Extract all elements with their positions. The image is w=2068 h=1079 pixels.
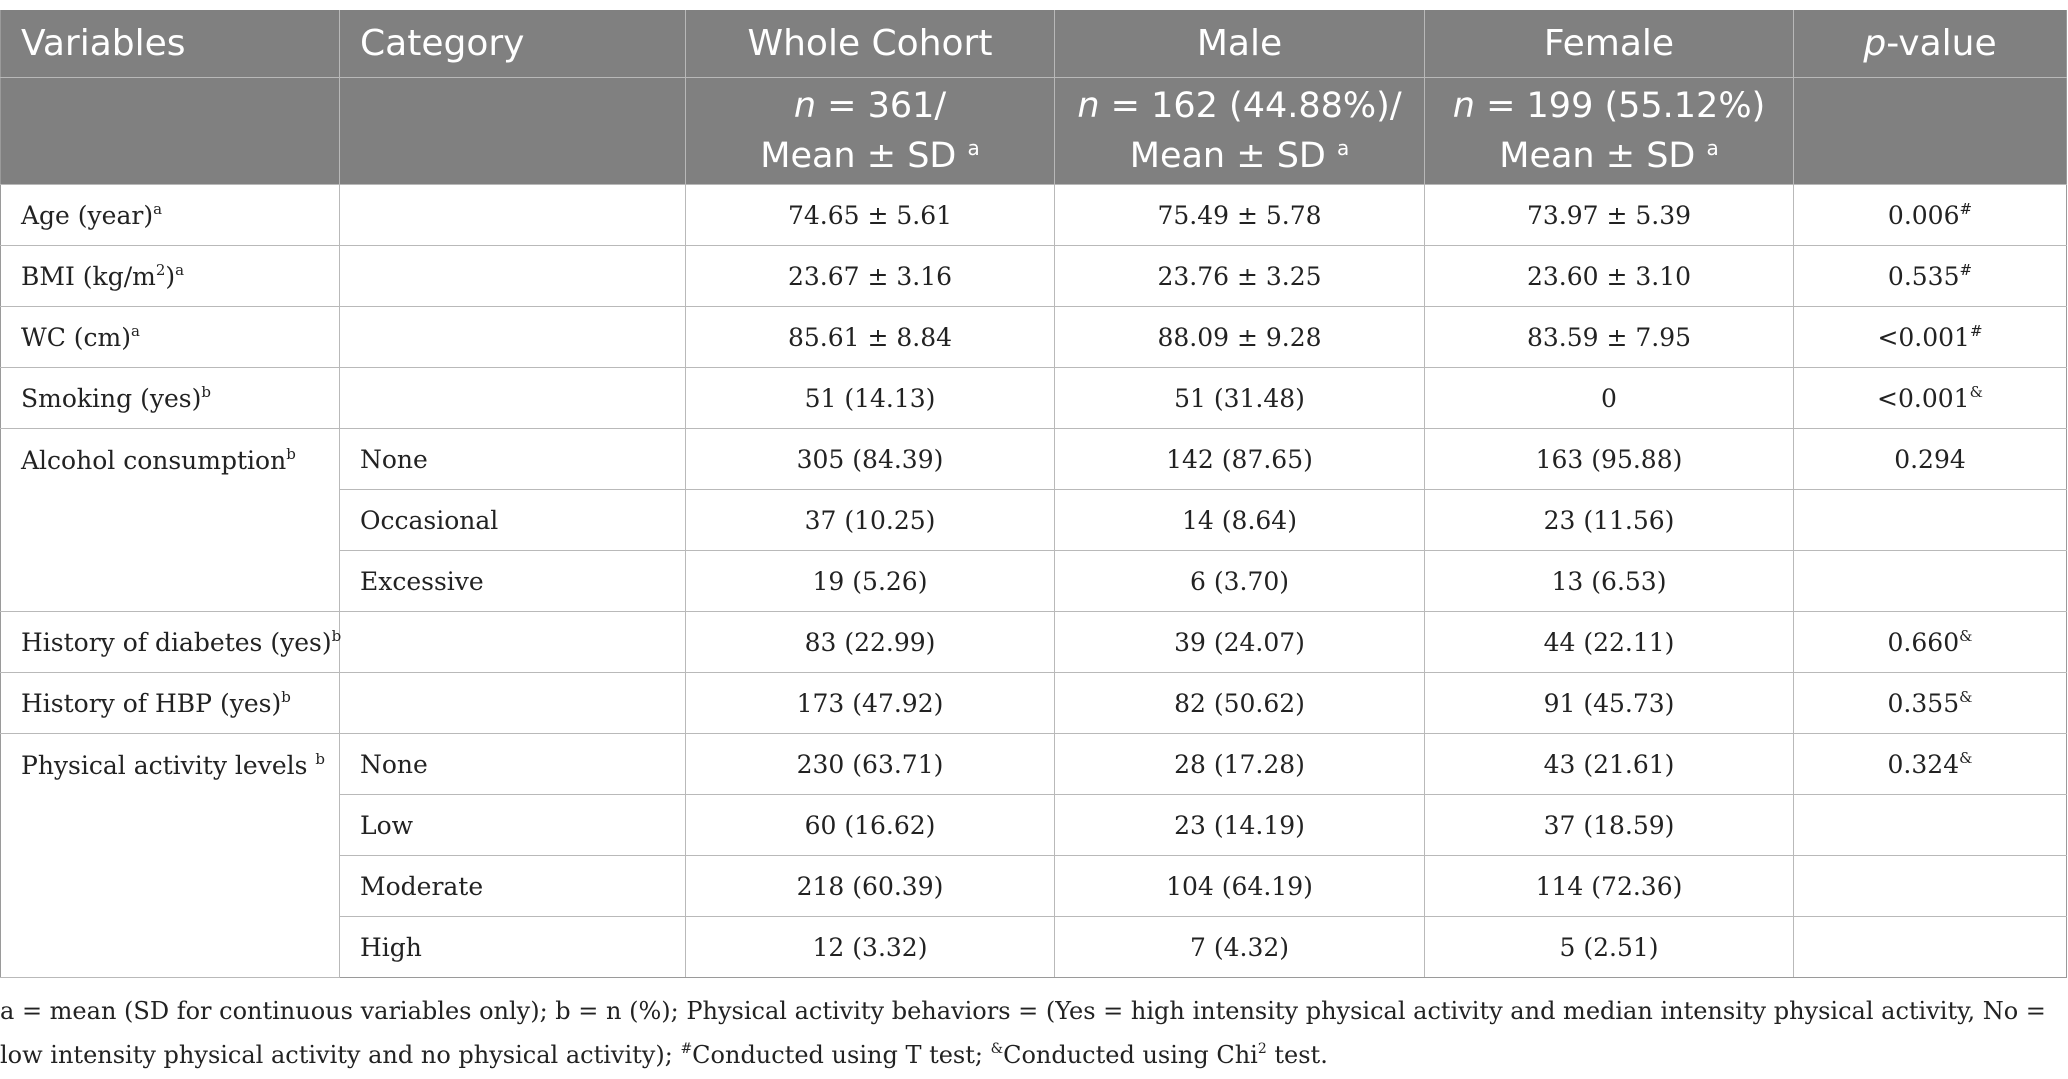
- male-cell: 7 (4.32): [1055, 917, 1425, 978]
- header-category-sub: [340, 78, 686, 185]
- p-value-cell: 0.324&: [1794, 734, 2067, 795]
- female-cell: 163 (95.88): [1425, 429, 1794, 490]
- whole-cell: 85.61 ± 8.84: [686, 307, 1055, 368]
- table-row: [1, 612, 2067, 673]
- table-row: [1, 368, 2067, 429]
- male-cell: 23 (14.19): [1055, 795, 1425, 856]
- category-cell: Excessive: [340, 551, 686, 612]
- male-cell: 23.76 ± 3.25: [1055, 246, 1425, 307]
- female-cell: 37 (18.59): [1425, 795, 1794, 856]
- p-value-cell: 0.355&: [1794, 673, 2067, 734]
- whole-cell: 37 (10.25): [686, 490, 1055, 551]
- whole-cell: 83 (22.99): [686, 612, 1055, 673]
- header-whole-cohort: Whole Cohort: [686, 10, 1055, 78]
- whole-cell: 19 (5.26): [686, 551, 1055, 612]
- category-cell: Moderate: [340, 856, 686, 917]
- male-cell: 104 (64.19): [1055, 856, 1425, 917]
- variable-cell: WC (cm)$^a$: [1, 307, 340, 368]
- male-cell: 28 (17.28): [1055, 734, 1425, 795]
- header-p-sub: [1794, 78, 2067, 185]
- variable-cell: History of diabetes (yes)$^b$: [1, 612, 340, 673]
- header-male-n: n = 162 (44.88%)/ Mean ± SD $^a$: [1055, 78, 1425, 185]
- variable-cell: Alcohol consumption$^b$: [1, 429, 340, 612]
- male-cell: 51 (31.48): [1055, 368, 1425, 429]
- variable-cell: Age (year)$^a$: [1, 185, 340, 246]
- category-cell: Low: [340, 795, 686, 856]
- whole-cell: 23.67 ± 3.16: [686, 246, 1055, 307]
- category-cell: [340, 612, 686, 673]
- header-category: Category: [340, 10, 686, 78]
- whole-cell: 60 (16.62): [686, 795, 1055, 856]
- female-cell: 44 (22.11): [1425, 612, 1794, 673]
- whole-cell: 74.65 ± 5.61: [686, 185, 1055, 246]
- header-variables-sub: [1, 78, 340, 185]
- whole-cell: 173 (47.92): [686, 673, 1055, 734]
- header-p-value: p-value: [1794, 10, 2067, 78]
- table-row: [1, 429, 2067, 490]
- category-cell: High: [340, 917, 686, 978]
- female-cell: 23 (11.56): [1425, 490, 1794, 551]
- table-row: [1, 673, 2067, 734]
- male-cell: 6 (3.70): [1055, 551, 1425, 612]
- male-cell: 14 (8.64): [1055, 490, 1425, 551]
- table-header: [1, 10, 2067, 185]
- category-cell: [340, 307, 686, 368]
- table-row: [1, 246, 2067, 307]
- variable-cell: History of HBP (yes)$^b$: [1, 673, 340, 734]
- category-cell: [340, 673, 686, 734]
- table-body: [1, 185, 2067, 978]
- table-row: [1, 307, 2067, 368]
- variable-cell: Physical activity levels $^b$: [1, 734, 340, 978]
- header-female-n: n = 199 (55.12%) Mean ± SD $^a$: [1425, 78, 1794, 185]
- p-value-cell: [1794, 551, 2067, 612]
- female-cell: 91 (45.73): [1425, 673, 1794, 734]
- p-value-cell: [1794, 856, 2067, 917]
- table-footnote: a = mean (SD for continuous variables only); b = n (%); Physical activity behaviors = (Yes = high intensity physical activity and median intensity physical activity, No = low intensity physical activity and no physical activity); #Conducted using T test; &Conducted using Chi$^2$ test.: [0, 997, 2046, 1069]
- female-cell: 114 (72.36): [1425, 856, 1794, 917]
- header-variables: Variables: [1, 10, 340, 78]
- header-male: Male: [1055, 10, 1425, 78]
- p-value-cell: 0.535#: [1794, 246, 2067, 307]
- category-cell: None: [340, 429, 686, 490]
- category-cell: None: [340, 734, 686, 795]
- p-value-cell: [1794, 917, 2067, 978]
- whole-cell: 305 (84.39): [686, 429, 1055, 490]
- male-cell: 142 (87.65): [1055, 429, 1425, 490]
- p-value-cell: [1794, 490, 2067, 551]
- table-row: [1, 185, 2067, 246]
- female-cell: 23.60 ± 3.10: [1425, 246, 1794, 307]
- male-cell: 82 (50.62): [1055, 673, 1425, 734]
- category-cell: [340, 246, 686, 307]
- whole-cell: 51 (14.13): [686, 368, 1055, 429]
- variable-cell: BMI $(kg/m^2)^a$: [1, 246, 340, 307]
- p-value-cell: <0.001&: [1794, 368, 2067, 429]
- header-female: Female: [1425, 10, 1794, 78]
- female-cell: 83.59 ± 7.95: [1425, 307, 1794, 368]
- female-cell: 5 (2.51): [1425, 917, 1794, 978]
- table-row: [1, 734, 2067, 795]
- male-cell: 88.09 ± 9.28: [1055, 307, 1425, 368]
- female-cell: 13 (6.53): [1425, 551, 1794, 612]
- p-value-cell: <0.001#: [1794, 307, 2067, 368]
- p-value-cell: [1794, 795, 2067, 856]
- female-cell: 73.97 ± 5.39: [1425, 185, 1794, 246]
- whole-cell: 230 (63.71): [686, 734, 1055, 795]
- female-cell: 43 (21.61): [1425, 734, 1794, 795]
- variable-cell: Smoking (yes)$^b$: [1, 368, 340, 429]
- female-cell: 0: [1425, 368, 1794, 429]
- p-value-cell: 0.006#: [1794, 185, 2067, 246]
- whole-cell: 12 (3.32): [686, 917, 1055, 978]
- male-cell: 39 (24.07): [1055, 612, 1425, 673]
- p-value-cell: 0.660&: [1794, 612, 2067, 673]
- header-whole-n: n = 361/ Mean ± SD $^a$: [686, 78, 1055, 185]
- whole-cell: 218 (60.39): [686, 856, 1055, 917]
- p-value-cell: 0.294: [1794, 429, 2067, 490]
- baseline-characteristics-table: [0, 10, 2067, 978]
- table-wrapper: [0, 10, 2068, 978]
- category-cell: Occasional: [340, 490, 686, 551]
- category-cell: [340, 368, 686, 429]
- category-cell: [340, 185, 686, 246]
- male-cell: 75.49 ± 5.78: [1055, 185, 1425, 246]
